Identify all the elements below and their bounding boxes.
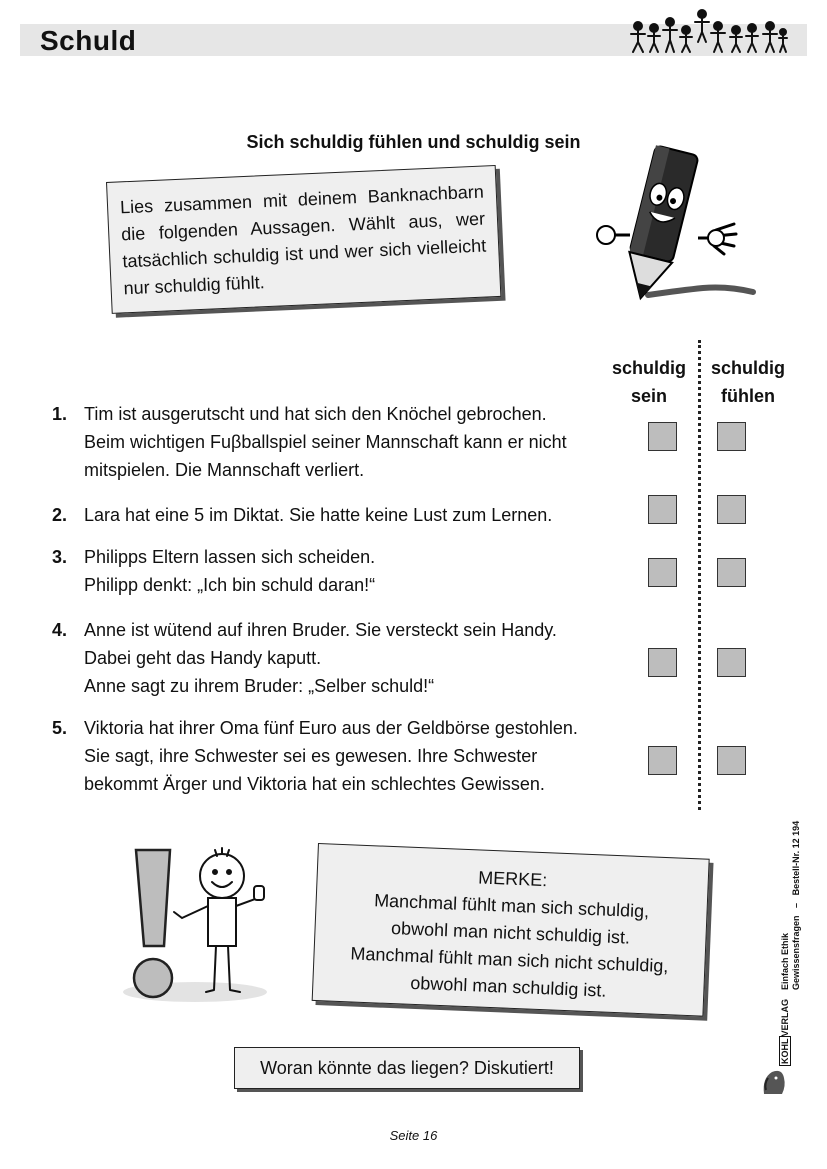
page-number: Seite 16 xyxy=(389,1128,438,1143)
book-info-vertical xyxy=(780,800,802,990)
merke-line: Manchmal fühlt man sich nicht schuldig, xyxy=(350,943,669,977)
merke-content xyxy=(312,843,710,1017)
exclamation-figure-illustration xyxy=(120,840,280,1010)
merke-line: obwohl man nicht schuldig ist. xyxy=(390,918,631,948)
publisher-k: KOHL xyxy=(780,1038,790,1064)
statement-1 xyxy=(52,400,632,484)
statement-number: 4. xyxy=(52,620,68,640)
series-title: Einfach Ethik xyxy=(780,932,790,990)
checkbox-5-schuldig-sein[interactable] xyxy=(648,746,677,775)
statement-4 xyxy=(52,616,632,700)
column-header-line: schuldig xyxy=(710,358,785,378)
elephant-logo-icon xyxy=(760,1064,788,1098)
statement-3 xyxy=(52,543,632,599)
checkbox-1-schuldig-fuehlen[interactable] xyxy=(717,422,746,451)
page-title: Schuld xyxy=(40,25,137,56)
statement-line: Tim ist ausgerutscht und hat sich den Knöchel gebrochen. xyxy=(84,404,547,424)
column-divider xyxy=(698,340,701,810)
statement-line: Sie sagt, ihre Schwester sei es gewesen. Ihre Schwester xyxy=(84,746,538,766)
merke-line: obwohl man schuldig ist. xyxy=(409,972,607,1001)
discussion-prompt: Woran könnte das liegen? Diskutiert! xyxy=(234,1047,580,1089)
book-info-line-1 xyxy=(780,800,791,990)
statement-text xyxy=(84,714,632,798)
statement-2 xyxy=(52,501,632,529)
statement-text xyxy=(84,400,632,484)
checkbox-1-schuldig-sein[interactable] xyxy=(648,422,677,451)
publisher-rest: VERLAG xyxy=(780,998,790,1037)
subtitle-text: Sich schuldig fühlen und schuldig sein xyxy=(246,132,581,152)
statement-line: Viktoria hat ihrer Oma fünf Euro aus der Geldbörse gestohlen. xyxy=(84,718,578,738)
statement-text xyxy=(84,543,632,599)
statement-5 xyxy=(52,714,632,798)
publisher-name xyxy=(780,996,790,1066)
statement-line: Anne ist wütend auf ihren Bruder. Sie versteckt sein Handy. xyxy=(84,620,557,640)
statement-line: Philipp denkt: „Ich bin schuld daran!“ xyxy=(84,575,376,595)
order-number: Bestell-Nr. 12 194 xyxy=(791,820,801,896)
statement-text xyxy=(84,501,632,529)
book-info-line-2 xyxy=(791,800,802,990)
statement-line: Anne sagt zu ihrem Bruder: „Selber schuld!“ xyxy=(84,676,435,696)
column-header-line: fühlen xyxy=(721,386,775,406)
instruction-card xyxy=(106,165,501,314)
statement-line: bekommt Ärger und Viktoria hat ein schlechtes Gewissen. xyxy=(84,774,545,794)
statement-line: Philipps Eltern lassen sich scheiden. xyxy=(84,547,376,567)
children-silhouettes-icon xyxy=(626,6,791,56)
merke-heading: MERKE: xyxy=(477,867,548,891)
pencil-mascot-icon xyxy=(588,140,763,315)
discussion-box xyxy=(234,1047,580,1089)
column-header-schuldig-fuehlen xyxy=(703,354,793,410)
checkbox-2-schuldig-fuehlen[interactable] xyxy=(717,495,746,524)
checkbox-4-schuldig-fuehlen[interactable] xyxy=(717,648,746,677)
statement-line: Beim wichtigen Fuβballspiel seiner Mannschaft kann er nicht xyxy=(84,432,567,452)
checkbox-3-schuldig-sein[interactable] xyxy=(648,558,677,587)
statement-line: Dabei geht das Handy kaputt. xyxy=(84,648,322,668)
checkbox-4-schuldig-sein[interactable] xyxy=(648,648,677,677)
column-header-line: sein xyxy=(630,386,668,406)
checkbox-2-schuldig-sein[interactable] xyxy=(648,495,677,524)
statement-number: 2. xyxy=(52,505,68,525)
separator: – xyxy=(791,902,801,908)
checkbox-5-schuldig-fuehlen[interactable] xyxy=(717,746,746,775)
book-title: Gewissensfragen xyxy=(791,915,801,990)
exclamation-mark-icon xyxy=(134,850,172,997)
merke-card xyxy=(312,843,710,1017)
statement-text xyxy=(84,616,632,700)
merke-line: Manchmal fühlt man sich schuldig, xyxy=(373,890,650,922)
statement-line: Lara hat eine 5 im Diktat. Sie hatte keine Lust zum Lernen. xyxy=(84,505,553,525)
statement-number: 3. xyxy=(52,547,68,567)
instruction-text: Lies zusammen mit deinem Banknachbarn die folgenden Aussagen. Wählt aus, wer tatsächlich schuldig ist und wer sich vielleicht nur schuldig fühlt. xyxy=(106,165,501,314)
statement-number: 1. xyxy=(52,404,68,424)
stick-figure-thumbs-up-icon xyxy=(174,848,264,992)
statement-number: 5. xyxy=(52,718,68,738)
checkbox-3-schuldig-fuehlen[interactable] xyxy=(717,558,746,587)
statement-line: mitspielen. Die Mannschaft verliert. xyxy=(84,460,365,480)
column-header-line: schuldig xyxy=(611,358,686,378)
